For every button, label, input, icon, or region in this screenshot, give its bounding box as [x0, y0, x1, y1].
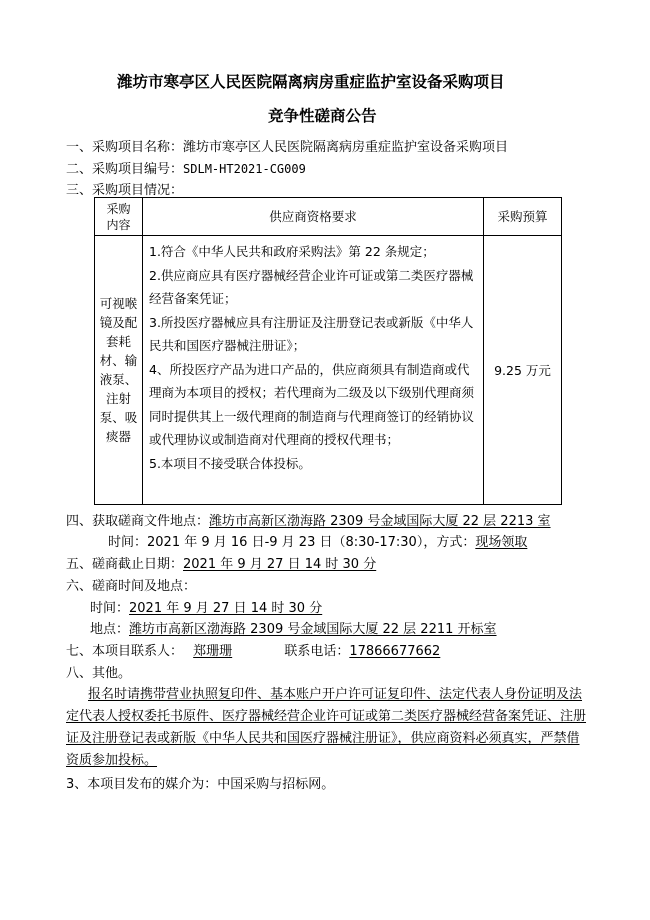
- header-requirements: 供应商资格要求: [143, 198, 484, 236]
- item-project-number-value: SDLM-HT2021-CG009: [183, 162, 306, 176]
- consultation-time-value: 2021 年 9 月 27 日 14 时 30 分: [129, 601, 323, 616]
- item-project-number-label: 二、采购项目编号：: [66, 162, 184, 177]
- document-method-value: 现场领取: [475, 535, 528, 550]
- cell-requirements: [143, 236, 484, 505]
- consultation-place: [90, 618, 497, 637]
- consultation-place-label: 地点：: [90, 622, 130, 637]
- item-other: 八、其他。: [66, 666, 132, 681]
- cell-budget: 9.25 万元: [484, 236, 562, 505]
- other-paragraph: 报名时请携带营业执照复印件、基本账户开户许可证复印件、法定代表人身份证明及法定代表人授权委托书原件、医疗器械经营企业许可证或第二类医疗器械经营备案凭证、注册证及注册登记表或新版《中华人民共和国医疗器械注册证》，供应商资料必须真实，严禁借资质参加投标。: [66, 687, 587, 768]
- cell-content: 可视喉镜及配套耗材、输液泵、注射泵、吸痰器: [95, 236, 143, 505]
- deadline-label: 五、磋商截止日期：: [66, 557, 184, 572]
- item-document-location: [66, 510, 551, 529]
- requirement-item: 3.所投医疗器械应具有注册证及注册登记表或新版《中华人民共和国医疗器械注册证》；: [149, 314, 474, 353]
- item-document-time: [108, 531, 527, 550]
- procurement-table: [94, 197, 562, 505]
- document-location-label: 四、获取磋商文件地点：: [66, 514, 210, 529]
- header-budget: 采购预算: [484, 198, 562, 236]
- contact-label: 七、本项目联系人：: [66, 644, 184, 659]
- phone-value: 17866677662: [349, 644, 441, 659]
- document-title: 潍坊市寒亭区人民医院隔离病房重症监护室设备采购项目: [117, 72, 505, 91]
- item-deadline: [66, 553, 376, 572]
- consultation-time: [90, 597, 322, 616]
- table-header-row: [95, 198, 562, 236]
- deadline-value: 2021 年 9 月 27 日 14 时 30 分: [183, 557, 377, 572]
- requirement-item: 1.符合《中华人民共和政府采购法》第 22 条规定；: [149, 244, 435, 259]
- requirement-item: 2.供应商应具有医疗器械经营企业许可证或第二类医疗器械经营备案凭证；: [149, 267, 474, 306]
- document-time-value: 2021 年 9 月 16 日-9 月 23 日（8:30-17:30），方式：: [147, 535, 476, 550]
- item-project-situation: 三、采购项目情况：: [66, 183, 184, 198]
- item-contact: [66, 640, 440, 659]
- document-location-value: 潍坊市高新区渤海路 2309 号金域国际大厦 22 层 2213 室: [209, 514, 551, 529]
- consultation-time-label: 时间：: [90, 601, 130, 616]
- item-project-name: [66, 136, 508, 155]
- item-project-number: [66, 158, 306, 177]
- item-consultation: 六、磋商时间及地点：: [66, 579, 197, 594]
- consultation-place-value: 潍坊市高新区渤海路 2309 号金域国际大厦 22 层 2211 开标室: [129, 622, 497, 637]
- document-time-label: 时间：: [108, 535, 148, 550]
- header-content: 采购内容: [95, 198, 143, 236]
- phone-label: 联系电话：: [284, 644, 350, 659]
- contact-name: 郑珊珊: [193, 644, 233, 659]
- item-project-name-value: 潍坊市寒亭区人民医院隔离病房重症监护室设备采购项目: [183, 140, 509, 155]
- requirement-item: 4、所投医疗产品为进口产品的，供应商须具有制造商或代理商为本项目的授权；若代理商为二级及以下级别代理商须同时提供其上一级代理商的制造商与代理商签订的经销协议或代理协议或制造商对代理商的授权代理书；: [149, 361, 475, 447]
- table-row: [95, 236, 562, 505]
- requirement-item: 5.本项目不接受联合体投标。: [149, 455, 311, 471]
- item-project-name-label: 一、采购项目名称：: [66, 140, 184, 155]
- item-media: 3、本项目发布的媒介为：中国采购与招标网。: [66, 777, 335, 792]
- document-subtitle: 竞争性磋商公告: [268, 106, 377, 125]
